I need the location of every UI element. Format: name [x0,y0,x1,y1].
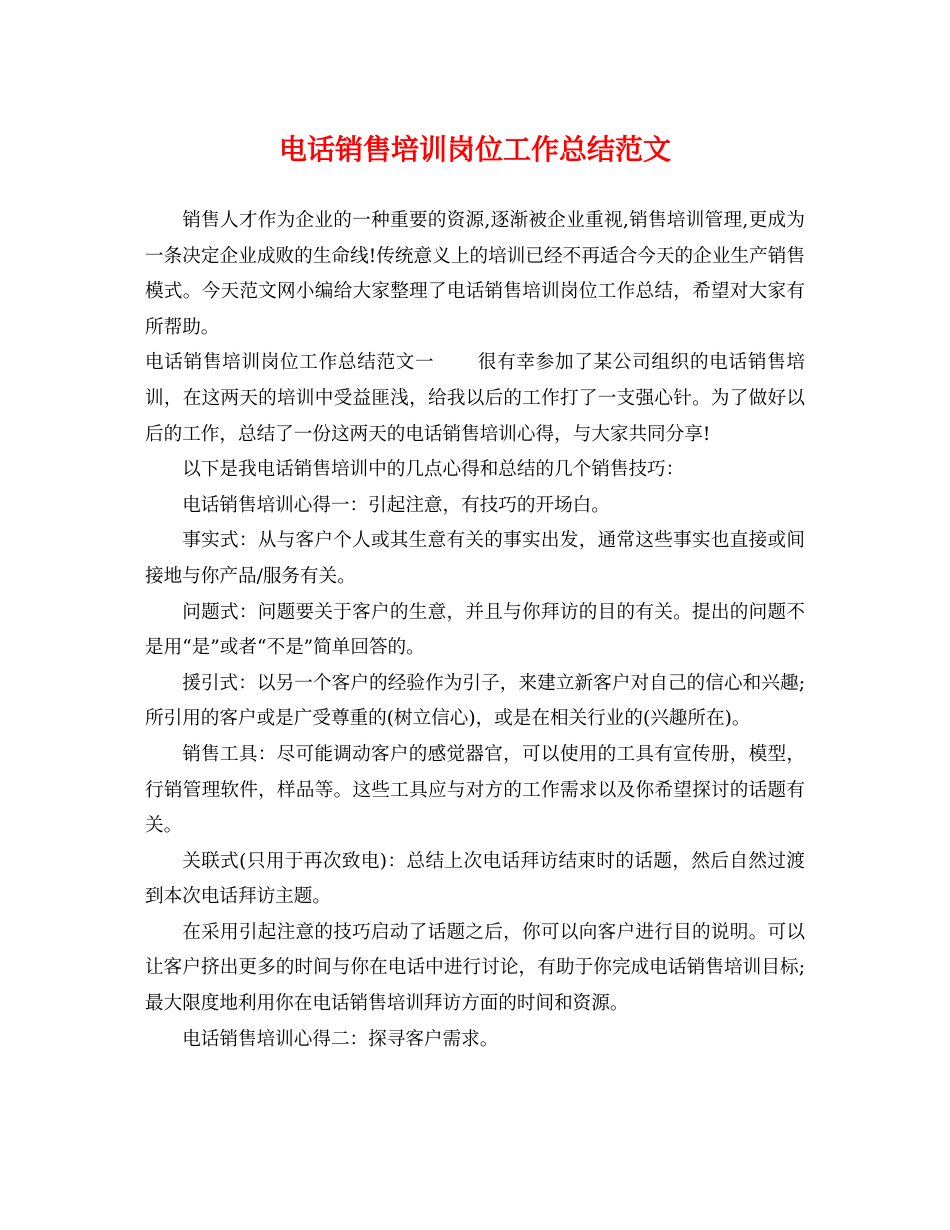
paragraph-sample-one-text: 很有幸参加了某公司组织的电话销售培训，在这两天的培训中受益匪浅，给我以后的工作打了一支强心针。为了做好以后的工作，总结了一份这两天的电话销售培训心得，与大家共同分享! [145,352,805,445]
paragraph-insight-one: 电话销售培训心得一：引起注意，有技巧的开场白。 [182,494,610,516]
paragraph-fact-style: 事实式：从与客户个人或其生意有关的事实出发，通常这些事实也直接或间接地与你产品/服务有关。 [145,530,805,587]
paragraph-related-style: 关联式(只用于再次致电)：总结上次电话拜访结束时的话题，然后自然过渡到本次电话拜访主题。 [145,850,805,908]
paragraph-reference-style: 援引式：以另一个客户的经验作为引子，来建立新客户对自己的信心和兴趣;所引用的客户或是广受尊重的(树立信心)，或是在相关行业的(兴趣所在)。 [145,672,805,730]
paragraph-sales-tools: 销售工具：尽可能调动客户的感觉器官，可以使用的工具有宣传册，模型，行销管理软件，样品等。这些工具应与对方的工作需求以及你希望探讨的话题有关。 [145,743,805,837]
section-heading-sample-one: 电话销售培训岗位工作总结范文一 [145,352,435,374]
paragraph-sample-one [145,345,805,452]
document-body [145,203,805,1057]
paragraph-tips-intro: 以下是我电话销售培训中的几点心得和总结的几个销售技巧： [182,459,685,481]
document-title: 电话销售培训岗位工作总结范文 [278,133,671,166]
paragraph-insight-two: 电话销售培训心得二：探寻客户需求。 [182,1028,499,1050]
paragraph-intro: 销售人才作为企业的一种重要的资源,逐渐被企业重视,销售培训管理,更成为一条决定企业成败的生命线!传统意义上的培训已经不再适合今天的企业生产销售模式。今天范文网小编给大家整理了电话销售培训岗位工作总结，希望对大家有所帮助。 [145,210,805,338]
paragraph-purpose: 在采用引起注意的技巧启动了话题之后，你可以向客户进行目的说明。可以让客户挤出更多的时间与你在电话中进行讨论，有助于你完成电话销售培训目标;最大限度地利用你在电话销售培训拜访方面的时间和资源。 [145,921,805,1015]
paragraph-question-style: 问题式：问题要关于客户的生意，并且与你拜访的目的有关。提出的问题不是用“是”或者“不是”简单回答的。 [145,601,805,659]
